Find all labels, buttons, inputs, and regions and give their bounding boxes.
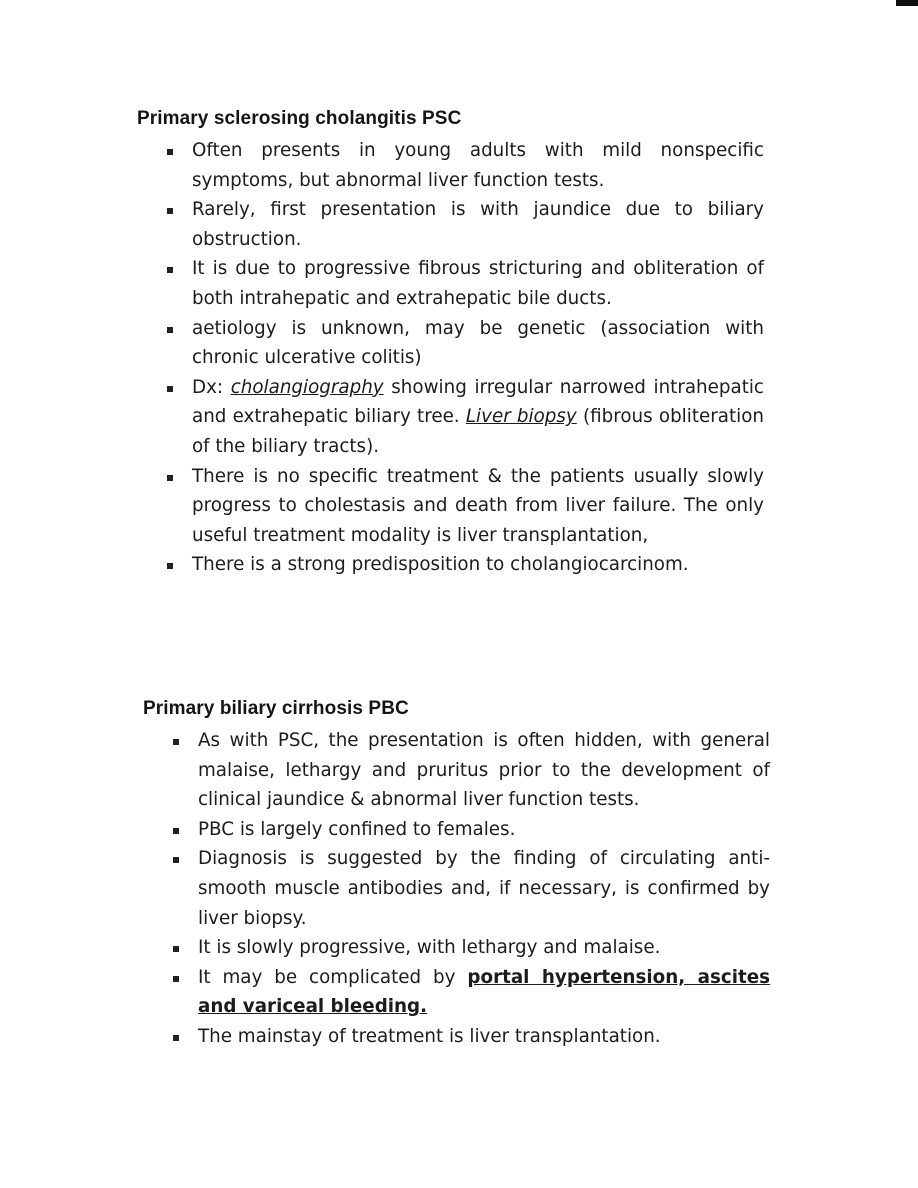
list-item: As with PSC, the presentation is often hidden, with general malaise, lethargy and pruritus prior to the development of clinical jaundice & abnormal liver function tests. — [169, 726, 770, 815]
list-item: It is slowly progressive, with lethargy and malaise. — [169, 933, 770, 963]
psc-section — [137, 108, 764, 580]
list-item: Diagnosis is suggested by the finding of circulating anti-smooth muscle antibodies and, if necessary, is confirmed by liver biopsy. — [169, 844, 770, 933]
psc-bullet-list — [137, 136, 764, 580]
scan-corner-mark — [896, 0, 918, 6]
cholangiography-term: cholangiography — [230, 376, 384, 398]
list-item: Often presents in young adults with mild nonspecific symptoms, but abnormal liver function tests. — [163, 136, 764, 195]
list-item: Rarely, first presentation is with jaundice due to biliary obstruction. — [163, 195, 764, 254]
list-item — [169, 963, 770, 1022]
dx-text-end: (fibrous obliteration of the biliary tracts). — [192, 406, 764, 457]
complication-text: It may be complicated by — [198, 966, 468, 988]
list-item: aetiology is unknown, may be genetic (association with chronic ulcerative colitis) — [163, 314, 764, 373]
pbc-section — [143, 698, 770, 1052]
dx-label: Dx: — [192, 376, 231, 398]
list-item — [163, 373, 764, 462]
list-item: The mainstay of treatment is liver transplantation. — [169, 1022, 770, 1052]
list-item: There is no specific treatment & the patients usually slowly progress to cholestasis and death from liver failure. The only useful treatment modality is liver transplantation, — [163, 462, 764, 551]
dx-text: showing irregular narrowed intrahepatic and extrahepatic biliary tree. — [192, 376, 764, 428]
liver-biopsy-term: Liver biopsy — [465, 406, 577, 428]
list-item: PBC is largely confined to females. — [169, 815, 770, 845]
complication-emphasis: portal hypertension, ascites and variceal bleeding. — [198, 966, 770, 1018]
list-item: It is due to progressive fibrous stricturing and obliteration of both intrahepatic and extrahepatic bile ducts. — [163, 254, 764, 313]
psc-heading: Primary sclerosing cholangitis PSC — [137, 108, 462, 129]
pbc-heading: Primary biliary cirrhosis PBC — [143, 698, 409, 719]
list-item: There is a strong predisposition to cholangiocarcinom. — [163, 550, 764, 580]
pbc-bullet-list — [143, 726, 770, 1052]
